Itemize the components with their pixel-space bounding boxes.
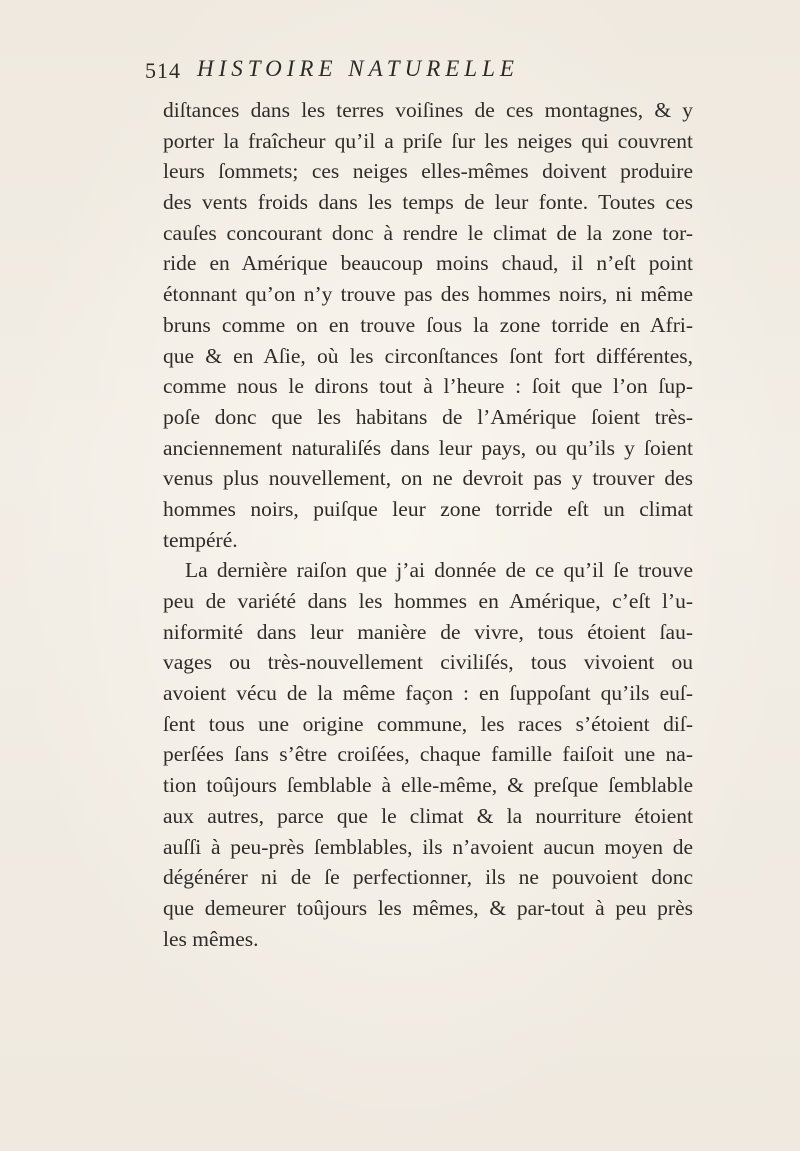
text-line: auſſi à peu-près ſemblables, ils n’avoient aucun moyen de — [163, 834, 693, 859]
text-line: cauſes concourant donc à rendre le climat de la zone tor- — [163, 220, 693, 245]
text-line: comme nous le dirons tout à l’heure : ſoit que l’on ſup- — [163, 374, 693, 399]
text-line: diſtances dans les terres voiſines de ces montagnes, & y — [163, 98, 693, 122]
text-line: bruns comme on en trouve ſous la zone torride en Afri- — [163, 312, 693, 337]
text-line: anciennement naturaliſés dans leur pays, ou qu’ils y ſoient — [163, 435, 693, 460]
text-line: dégénérer ni de ſe perfectionner, ils ne pouvoient donc — [163, 865, 693, 890]
text-line: porter la fraîcheur qu’il a priſe ſur les neiges qui couvrent — [163, 128, 693, 153]
page-header — [145, 56, 665, 92]
text-line: les mêmes. — [163, 926, 259, 951]
text-line: vages ou très-nouvellement civiliſés, tous vivoient ou — [163, 650, 693, 675]
text-line: que & en Aſie, où les circonſtances ſont fort différentes, — [163, 343, 693, 368]
text-line: leurs ſommets; ces neiges elles-mêmes doivent produire — [163, 159, 693, 184]
text-line: ride en Amérique beaucoup moins chaud, il n’eſt point — [163, 251, 693, 276]
text-line: étonnant qu’on n’y trouve pas des hommes noirs, ni même — [163, 282, 693, 307]
text-line: des vents froids dans les temps de leur fonte. Toutes ces — [163, 190, 693, 215]
text-line: peu de variété dans les hommes en Amérique, c’eſt l’u- — [163, 589, 693, 613]
running-title: HISTOIRE NATURELLE — [197, 56, 519, 81]
text-line: aux autres, parce que le climat & la nourriture étoient — [163, 803, 693, 828]
text-line: avoient vécu de la même façon : en ſuppoſant qu’ils euſ- — [163, 681, 693, 706]
body-text — [163, 95, 693, 954]
page-number: 514 — [145, 58, 181, 83]
text-line: tion toûjours ſemblable à elle-même, & preſque ſemblable — [163, 773, 693, 798]
text-line: niformité dans leur manière de vivre, tous étoient ſau- — [163, 619, 693, 644]
text-line: hommes noirs, puiſque leur zone torride eſt un climat — [163, 496, 693, 521]
text-line: que demeurer toûjours les mêmes, & par-tout à peu près — [163, 895, 693, 920]
text-line: perſées ſans s’être croiſées, chaque famille faiſoit une na- — [163, 742, 693, 767]
text-line: venus plus nouvellement, on ne devroit pas y trouver des — [163, 466, 693, 491]
text-line: ſent tous une origine commune, les races s’étoient diſ- — [163, 711, 693, 736]
text-line: tempéré. — [163, 527, 238, 552]
text-line: La dernière raiſon que j’ai donnée de ce qu’il ſe trouve — [185, 558, 693, 583]
text-line: poſe donc que les habitans de l’Amérique ſoient très- — [163, 404, 693, 429]
